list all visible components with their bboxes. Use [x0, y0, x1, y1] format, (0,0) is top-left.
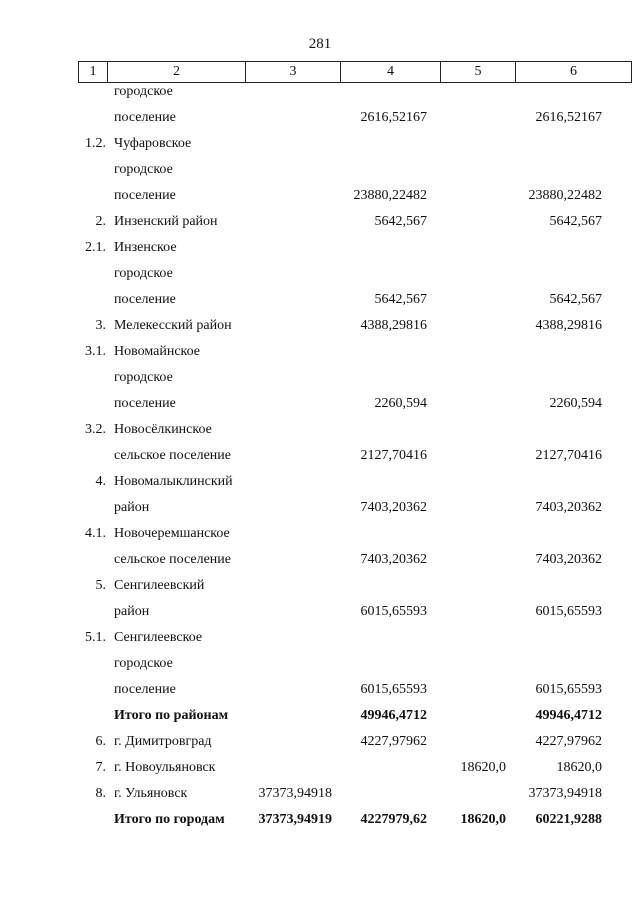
table-row — [0, 84, 640, 110]
table-row — [0, 318, 640, 344]
row-col-6: 4388,29816 — [535, 318, 602, 333]
table-row — [0, 474, 640, 500]
header-col-6: 6 — [515, 62, 631, 82]
row-name: г. Ульяновск — [114, 786, 188, 801]
row-name: Чуфаровское — [114, 136, 192, 151]
row-name: поселение — [114, 396, 176, 411]
row-name: г. Димитровград — [114, 734, 212, 749]
row-col-6: 6015,65593 — [535, 682, 602, 697]
row-name: Новомайнское — [114, 344, 201, 359]
row-col-6: 49946,4712 — [535, 708, 602, 723]
row-col-4: 2616,52167 — [360, 110, 427, 125]
table-row — [0, 708, 640, 734]
row-name: Инзенский район — [114, 214, 218, 229]
row-number: 3. — [95, 318, 106, 333]
table-row — [0, 786, 640, 812]
row-col-5: 18620,0 — [460, 760, 506, 775]
row-col-6: 60221,9288 — [535, 812, 602, 827]
table-row — [0, 188, 640, 214]
row-col-4: 7403,20362 — [360, 500, 427, 515]
row-col-4: 2127,70416 — [360, 448, 427, 463]
table-row — [0, 812, 640, 838]
row-number: 5. — [95, 578, 106, 593]
row-name: городское — [114, 162, 173, 177]
row-col-6: 2127,70416 — [535, 448, 602, 463]
table-row — [0, 552, 640, 578]
row-number: 6. — [95, 734, 106, 749]
table-row — [0, 682, 640, 708]
row-number: 3.2. — [85, 422, 106, 437]
table-row — [0, 500, 640, 526]
row-name: Сенгилеевский — [114, 578, 205, 593]
header-col-1: 1 — [89, 64, 97, 79]
row-name: поселение — [114, 188, 176, 203]
table-row — [0, 656, 640, 682]
table-row — [0, 422, 640, 448]
row-name: Новочеремшанское — [114, 526, 230, 541]
header-col-2: 2 — [107, 62, 245, 82]
page-number: 281 — [308, 36, 332, 52]
row-name: городское — [114, 656, 173, 671]
row-name: г. Новоульяновск — [114, 760, 216, 775]
row-col-6: 6015,65593 — [535, 604, 602, 619]
row-col-6: 5642,567 — [549, 214, 602, 229]
row-col-4: 6015,65593 — [360, 604, 427, 619]
table-row — [0, 448, 640, 474]
table-row — [0, 292, 640, 318]
header-col-4: 4 — [340, 62, 440, 82]
table-row — [0, 370, 640, 396]
row-name: поселение — [114, 110, 176, 125]
row-col-4: 4227,97962 — [360, 734, 427, 749]
table-row — [0, 240, 640, 266]
row-number: 4. — [95, 474, 106, 489]
row-col-4: 7403,20362 — [360, 552, 427, 567]
table-row — [0, 578, 640, 604]
row-name: поселение — [114, 682, 176, 697]
row-col-3: 37373,94919 — [258, 812, 332, 827]
table-row — [0, 526, 640, 552]
row-col-6: 2616,52167 — [535, 110, 602, 125]
row-col-6: 5642,567 — [549, 292, 602, 307]
row-col-6: 2260,594 — [549, 396, 602, 411]
row-col-3: 37373,94918 — [258, 786, 332, 801]
row-name: городское — [114, 266, 173, 281]
row-number: 3.1. — [85, 344, 106, 359]
row-name: Итого по районам — [114, 708, 229, 723]
row-col-6: 18620,0 — [556, 760, 602, 775]
row-number: 8. — [95, 786, 106, 801]
table-row — [0, 630, 640, 656]
row-name: городское — [114, 370, 173, 385]
row-col-6: 7403,20362 — [535, 500, 602, 515]
row-name: Новосёлкинское — [114, 422, 212, 437]
row-number: 7. — [95, 760, 106, 775]
table-row — [0, 136, 640, 162]
header-col-3: 3 — [245, 62, 340, 82]
table-header — [78, 61, 632, 83]
row-name: Итого по городам — [114, 812, 225, 827]
row-name: сельское поселение — [114, 448, 231, 463]
table-row — [0, 604, 640, 630]
row-col-6: 23880,22482 — [528, 188, 602, 203]
row-col-4: 49946,4712 — [360, 708, 427, 723]
row-name: район — [114, 604, 150, 619]
row-col-5: 18620,0 — [460, 812, 506, 827]
row-col-4: 5642,567 — [374, 214, 427, 229]
row-name: сельское поселение — [114, 552, 231, 567]
row-col-4: 23880,22482 — [353, 188, 427, 203]
row-number: 2. — [95, 214, 106, 229]
row-number: 2.1. — [85, 240, 106, 255]
table-row — [0, 214, 640, 240]
row-name: Мелекесский район — [114, 318, 232, 333]
row-number: 4.1. — [85, 526, 106, 541]
row-name: Инзенское — [114, 240, 177, 255]
table-row — [0, 734, 640, 760]
table-row — [0, 266, 640, 292]
row-col-6: 37373,94918 — [528, 786, 602, 801]
row-col-4: 5642,567 — [374, 292, 427, 307]
row-col-6: 4227,97962 — [535, 734, 602, 749]
table-row — [0, 162, 640, 188]
table-row — [0, 344, 640, 370]
row-name: городское — [114, 84, 173, 99]
row-col-4: 4227979,62 — [360, 812, 427, 827]
table-row — [0, 396, 640, 422]
row-name: поселение — [114, 292, 176, 307]
row-name: район — [114, 500, 150, 515]
row-col-4: 6015,65593 — [360, 682, 427, 697]
row-number: 5.1. — [85, 630, 106, 645]
table-row — [0, 110, 640, 136]
row-col-6: 7403,20362 — [535, 552, 602, 567]
header-col-5: 5 — [440, 62, 515, 82]
row-name: Сенгилеевское — [114, 630, 203, 645]
row-name: Новомалыклинский — [114, 474, 233, 489]
row-col-4: 4388,29816 — [360, 318, 427, 333]
table-row — [0, 760, 640, 786]
row-number: 1.2. — [85, 136, 106, 151]
row-col-4: 2260,594 — [374, 396, 427, 411]
